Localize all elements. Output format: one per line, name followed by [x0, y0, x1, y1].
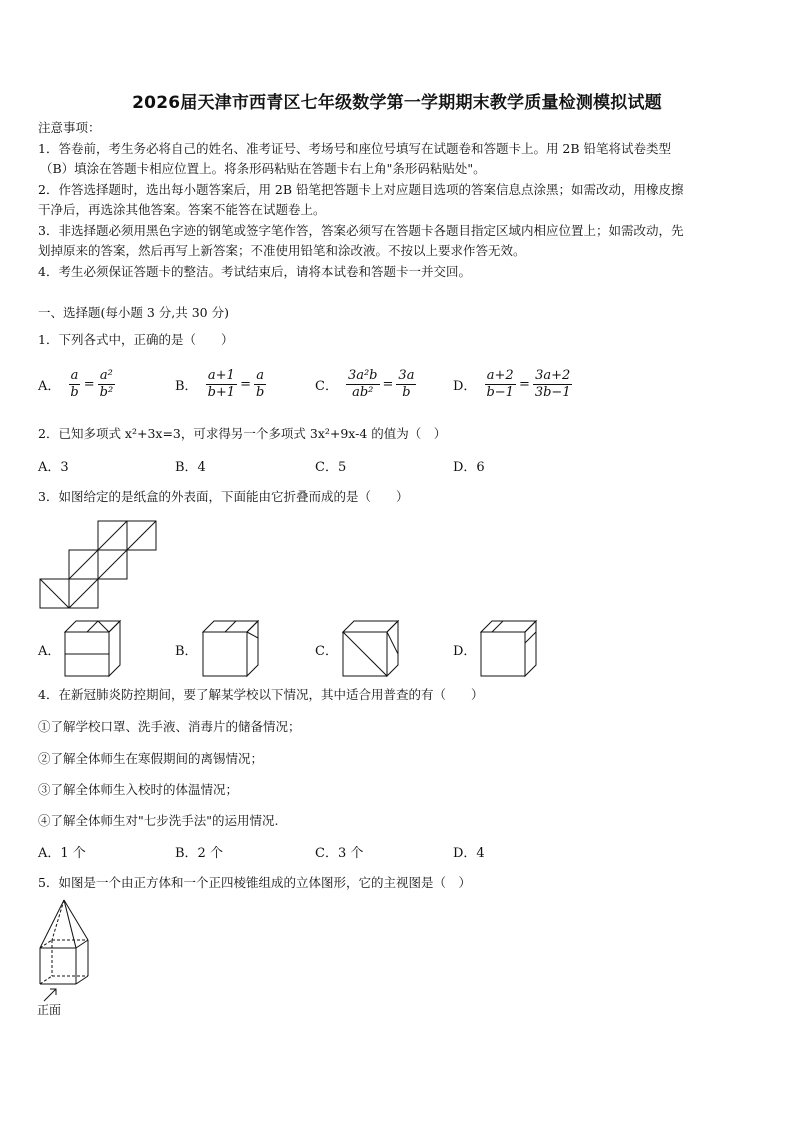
fraction: $\frac{3a}{b}$ [398, 368, 415, 400]
notice-line: 干净后，再选涂其他答案。答案不能答在试题卷上。 [38, 202, 326, 217]
notice-line: （B）填涂在答题卡相应位置上。将条形码粘贴在答题卡右上角"条形码粘贴处"。 [40, 161, 486, 176]
q4-item: ③了解全体师生入校时的体温情况； [38, 782, 239, 797]
q2-option-c: C．5 [315, 460, 347, 475]
q3-option-a-cube [62, 618, 124, 680]
q4-option-a: A．1 个 [38, 846, 86, 861]
q1-option-a: A． $\frac{a}{b}$ = $\frac{\text{a²}}{\text{b²}}$ [38, 368, 114, 400]
q3-option-c-cube [340, 618, 402, 680]
fraction: $\frac{3a+2}{3b-1}$ [534, 368, 571, 400]
q3-option-b-label: B． [175, 644, 198, 659]
q1-option-b: B． $\frac{a+1}{b+1}$ = $\frac{a}{b}$ [175, 368, 265, 400]
cube-net-figure [38, 519, 163, 611]
notice-line: 2．作答选择题时，选出每小题答案后，用 2B 铅笔把答题卡上对应题目选项的答案信息点涂黑；如需改动，用橡皮擦 [38, 181, 684, 197]
q4-option-b: B．2 个 [175, 846, 223, 861]
option-label: A． [38, 379, 61, 394]
q3-option-b-cube [200, 618, 262, 680]
q3-option-c-label: C． [315, 644, 338, 659]
fraction: $\frac{a}{b}$ [70, 368, 79, 400]
q2-option-d: D．6 [453, 460, 485, 475]
q4-item: ①了解学校口罩、洗手液、消毒片的储备情况； [38, 719, 301, 734]
q2-option-a: A．3 [38, 460, 69, 475]
fraction: $\frac{\text{3a²b}}{\text{ab²}}$ [347, 368, 378, 400]
notice-line: 1．答卷前，考生务必将自己的姓名、准考证号、考场号和座位号填写在试题卷和答题卡上。用 2B 铅笔将试卷类型 [38, 140, 672, 156]
fraction: $\frac{a+2}{b-1}$ [486, 368, 514, 400]
fraction: $\frac{a+1}{b+1}$ [207, 368, 236, 400]
q3-option-a-label: A． [38, 644, 61, 659]
section-heading: 一、选择题(每小题 3 分,共 30 分) [38, 305, 229, 320]
q5-stem: 5．如图是一个由正方体和一个正四棱锥组成的立体图形，它的主视图是（ ） [38, 875, 471, 890]
notice-line: 划掉原来的答案，然后再写上新答案；不准使用铅笔和涂改液。不按以上要求作答无效。 [38, 243, 526, 258]
notice-line: 4．考生必须保证答题卡的整洁。考试结束后，请将本试卷和答题卡一并交回。 [38, 263, 471, 279]
fraction: $\frac{a}{b}$ [255, 368, 265, 400]
notice-block [38, 118, 758, 282]
fraction: $\frac{\text{a²}}{\text{b²}}$ [99, 368, 114, 400]
option-label: B． [175, 379, 198, 394]
q4-option-c: C．3 个 [315, 846, 364, 861]
q2-stem: 2．已知多项式 x²+3x=3，可求得另一个多项式 3x²+9x-4 的值为（ ） [38, 426, 447, 441]
q4-option-d: D．4 [453, 846, 485, 861]
q1-stem: 1．下列各式中，正确的是（ ） [38, 332, 234, 347]
q4-item: ②了解全体师生在寒假期间的离锡情况； [38, 751, 264, 766]
q4-item: ④了解全体师生对"七步洗手法"的运用情况. [38, 813, 279, 828]
q3-option-d-cube [478, 618, 540, 680]
option-label: D． [453, 379, 477, 394]
q3-stem: 3．如图给定的是纸盒的外表面，下面能由它折叠而成的是（ ） [38, 489, 409, 504]
option-label: C． [315, 379, 338, 394]
front-view-label: 正面 [37, 1003, 62, 1017]
q4-stem: 4．在新冠肺炎防控期间，要了解某学校以下情况，其中适合用普查的有（ ） [38, 687, 484, 702]
q3-option-d-label: D． [453, 644, 477, 659]
q2-option-b: B．4 [175, 460, 206, 475]
notice-heading: 注意事项： [38, 120, 101, 135]
notice-line: 3．非选择题必须用黑色字迹的钢笔或签字笔作答，答案必须写在答题卡各题目指定区域内相应位置上；如需改动，先 [38, 222, 684, 238]
page-title: 2026届天津市西青区七年级数学第一学期期末教学质量检测模拟试题 [132, 93, 662, 113]
q1-option-c: C． $\frac{\text{3a²b}}{\text{ab²}}$ = $\frac{3a}{b}$ [315, 368, 415, 400]
solid-figure [36, 898, 92, 1002]
q1-option-d: D． $\frac{a+2}{b-1}$ = $\frac{3a+2}{3b-1}$ [453, 368, 571, 400]
